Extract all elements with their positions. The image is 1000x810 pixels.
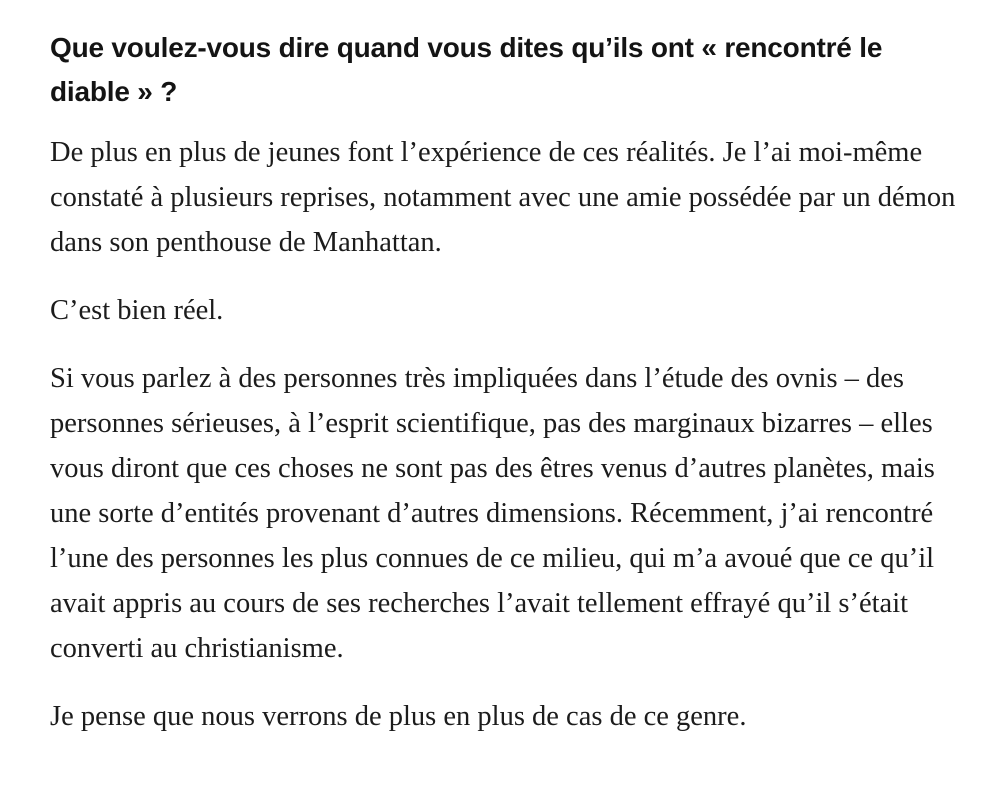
paragraph-4: Je pense que nous verrons de plus en plus de cas de ce genre. (50, 701, 747, 732)
paragraph-1: De plus en plus de jeunes font l’expérience de ces réalités. Je l’ai moi-même constaté à plusieurs reprises, notamment avec une amie possédée par un démon dans son penthouse de Manhattan. (50, 137, 956, 258)
paragraph-3: Si vous parlez à des personnes très impliquées dans l’étude des ovnis – des personnes sérieuses, à l’esprit scientifique, pas des marginaux bizarres – elles vous diront que ces choses ne sont pas des êtres venus d’autres planètes, mais une sorte d’entités provenant d’autres dimensions. Récemment, j’ai rencontré l’une des personnes les plus connues de ce milieu, qui m’a avoué que ce qu’il avait appris au cours de ses recherches l’avait tellement effrayé qu’il s’était converti au christianisme. (50, 363, 935, 664)
article-body (50, 26, 965, 762)
paragraph-2: C’est bien réel. (50, 295, 224, 326)
question-heading: Que voulez-vous dire quand vous dites qu’ils ont « rencontré le diable » ? (50, 32, 883, 107)
